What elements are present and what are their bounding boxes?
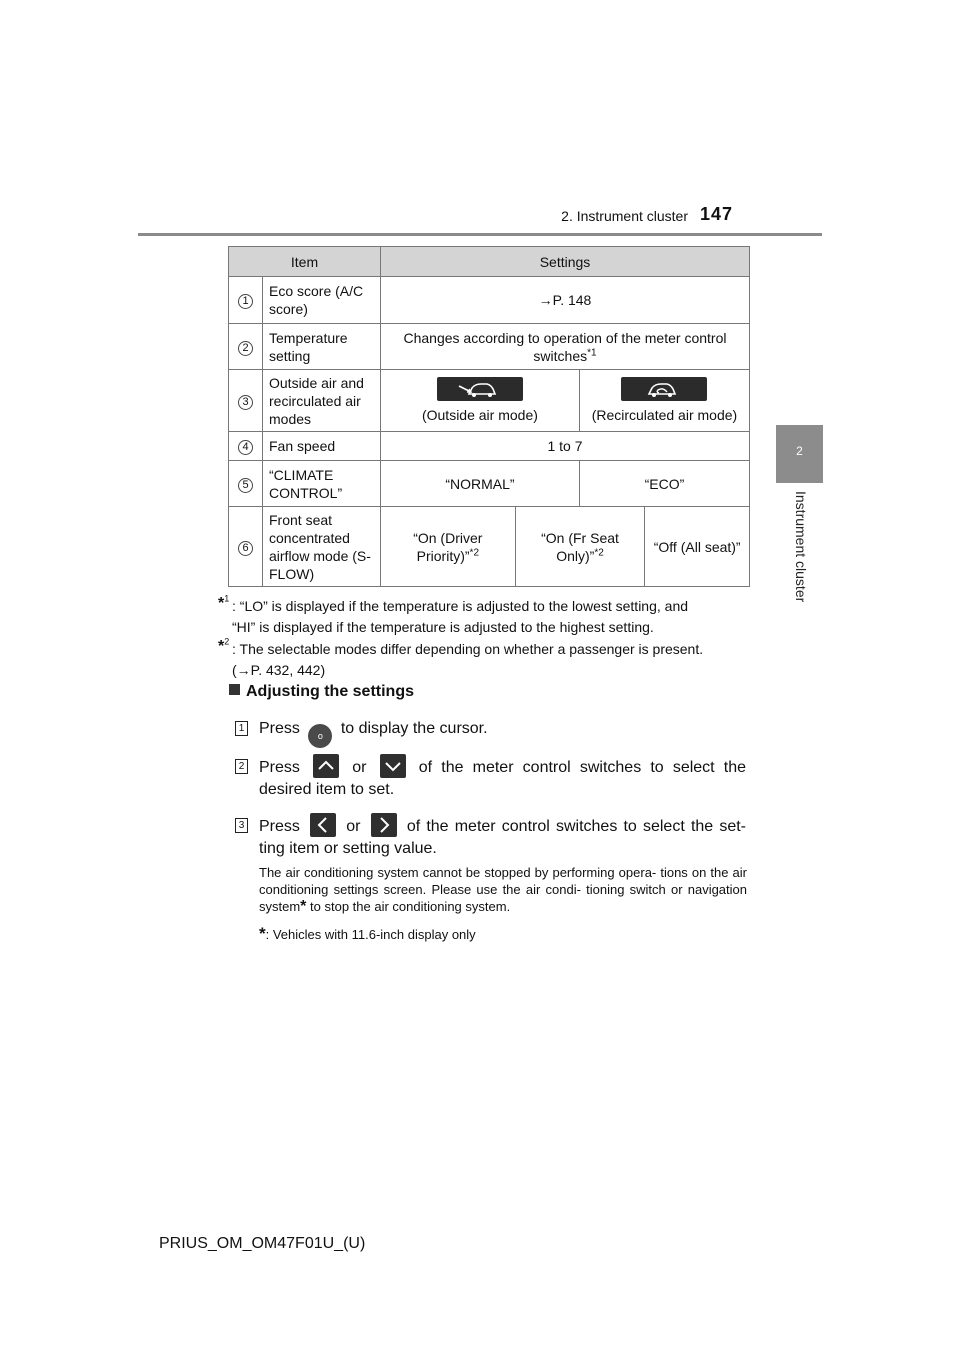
bullet-square-icon [229,684,240,695]
setting-option [579,370,749,432]
footnote-text: : The selectable modes differ depending on whether a passenger is present. [232,641,704,657]
table-row [229,461,750,507]
setting-option: “On (Fr Seat Only)”$^{*2}$ [515,507,645,587]
outside-air-mode-label: (Outside air mode) [421,407,538,423]
page-number: 147 [700,204,734,224]
up-switch-icon [313,754,339,778]
chapter-tab-label: Instrument cluster [793,491,809,603]
item-name: Temperature setting [263,324,381,370]
item-number-badge: 4 [238,440,253,455]
setting-value: Changes according to operation of the meter control switches$^{*1}$ [381,324,750,370]
item-number-badge: 1 [238,294,253,309]
step-text: Press o to display the cursor. [259,717,746,748]
vehicle-footnote: *: Vehicles with 11.6-inch display only [259,924,476,943]
document-code: PRIUS_OM_OM47F01U_(U) [159,1235,366,1252]
item-number-badge: 3 [238,395,253,410]
setting-value: 1 to 7 [381,432,750,461]
step-number-box: 2 [235,759,248,774]
table-row [229,507,750,587]
ok-switch-icon: o [308,724,332,748]
item-name: Eco score (A/C score) [263,277,381,324]
table-row [229,277,750,324]
footnote-mark: * [259,924,266,943]
footnote-text: : “LO” is displayed if the temperature is adjusted to the lowest setting, and [232,598,689,614]
footnote-text: “HI” is displayed if the temperature is adjusted to the highest setting. [232,619,654,635]
item-name: Fan speed [263,432,381,461]
section-title: 2. Instrument cluster [561,208,688,224]
column-header-settings: Settings [381,247,750,277]
step-number-box: 1 [235,721,248,736]
item-number-badge: 5 [238,478,253,493]
step-text-continued: ting item or setting value. [259,840,437,857]
footnote-ref: *1 [587,346,597,358]
step-text-continued: desired item to set. [259,781,395,798]
footnote [218,636,750,681]
item-name: Outside air and recirculated air modes [263,370,381,432]
table-row [229,370,750,432]
setting-option: “On (Driver Priority)”$^{*2}$ [381,507,516,587]
item-name: Front seat concentrated airflow mode (S-FLOW) [263,507,381,587]
setting-option: “NORMAL” [381,461,580,507]
note-text: The air conditioning system cannot be stopped by performing opera- tions on the air conditioning settings screen. Please use the air condi- tioning switch or navigation system* to stop the air conditioning system. [259,865,747,915]
header-rule [138,233,822,236]
chapter-tab-number: 2 [796,444,803,458]
left-switch-icon [310,813,336,837]
footnote-mark: *$^1$ [218,593,230,612]
item-name: “CLIMATE CONTROL” [263,461,381,507]
step-text: Press or of the meter control switches to select the set- [259,813,746,839]
section-heading: Adjusting the settings [229,683,414,701]
recirculated-air-mode-icon [621,377,707,401]
footnote-ref: *2 [594,546,604,558]
step-number-box: 3 [235,818,248,833]
setting-option: “ECO” [579,461,749,507]
table-row [229,324,750,370]
table-header-row [229,247,750,277]
setting-option: “Off (All seat)” [645,507,750,587]
recirculated-air-mode-label: (Recirculated air mode) [591,407,738,423]
item-number-badge: 6 [238,541,253,556]
footnote-ref: * [300,898,307,915]
footnote [218,593,750,638]
settings-table [228,246,750,587]
setting-value: →P. 148 [381,277,750,324]
column-header-item: Item [229,247,381,277]
footnote-text: (→P. 432, 442) [232,662,326,678]
footnote-ref: *2 [469,546,479,558]
step-text: Press or of the meter control switches to select the [259,754,746,780]
item-number-badge: 2 [238,341,253,356]
outside-air-mode-icon [437,377,523,401]
down-switch-icon [380,754,406,778]
setting-option [381,370,580,432]
table-row [229,432,750,461]
right-switch-icon [371,813,397,837]
footnote-mark: *$^2$ [218,636,230,655]
